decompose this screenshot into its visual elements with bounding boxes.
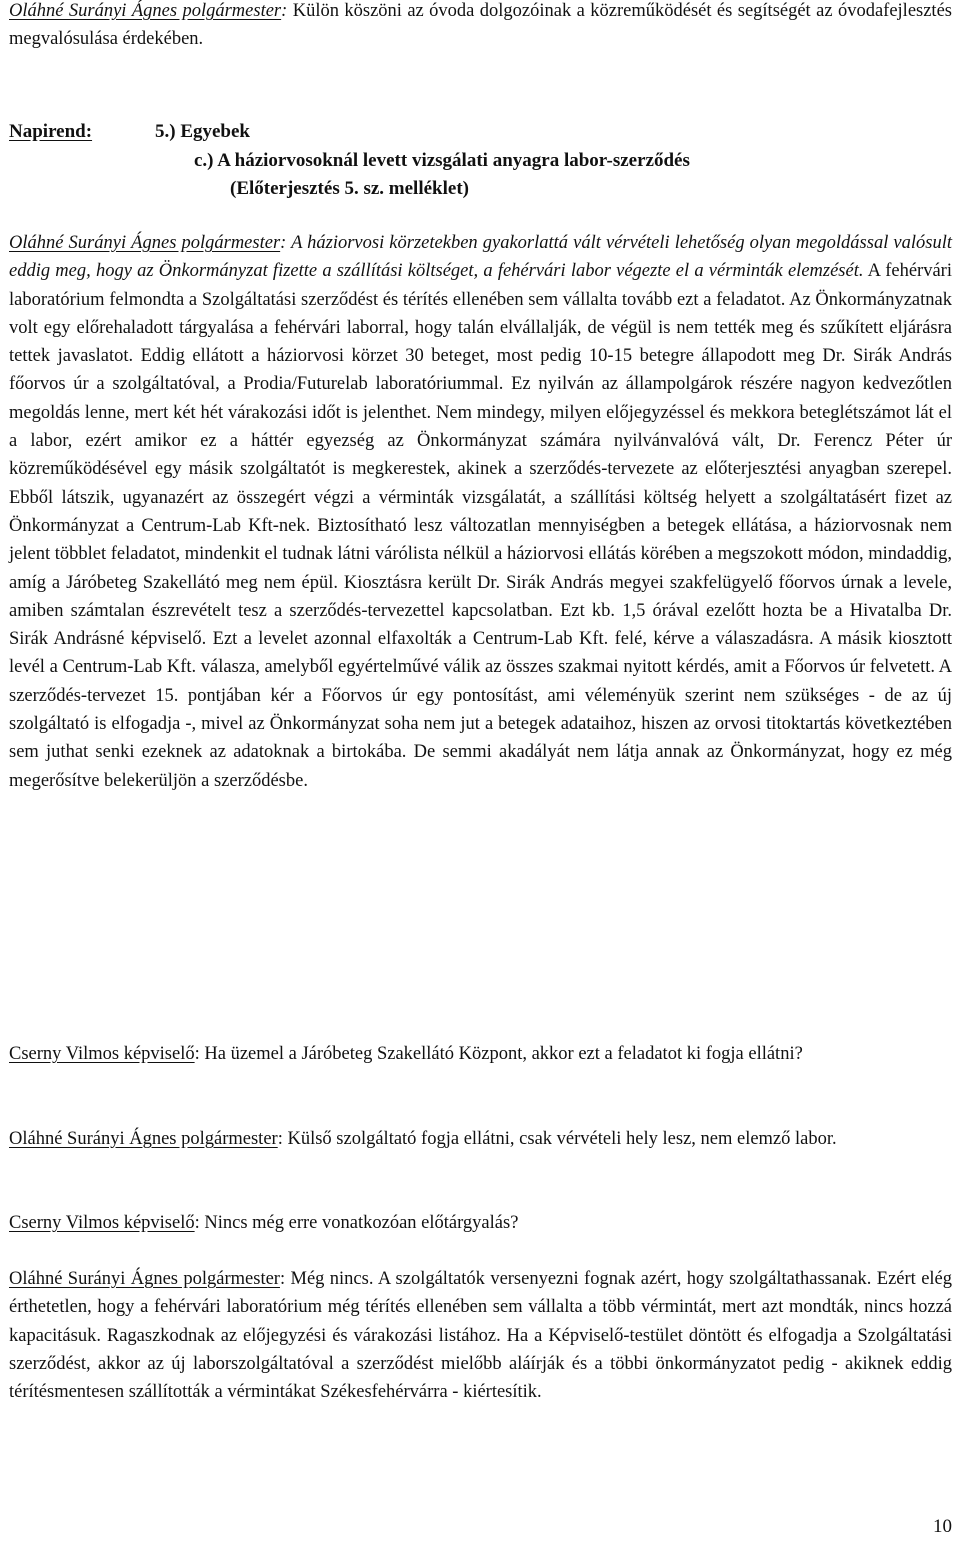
speaker-name: Oláhné Surányi Ágnes polgármester [9, 1129, 278, 1149]
paragraph-text: Ha üzemel a Járóbeteg Szakellátó Központ, akkor ezt a feladatot ki fogja ellátni? [204, 1044, 803, 1064]
paragraph-text: Nincs még erre vonatkozóan előtárgyalás? [204, 1213, 519, 1233]
paragraph-text: Külön köszöni az óvoda dolgozóinak a közreműködését és segítségét az óvodafejlesztés megvalósulása érdekében. [9, 1, 952, 50]
agenda-subitem-note: (Előterjesztés 5. sz. melléklet) [230, 178, 469, 199]
paragraph-text: Még nincs. A szolgáltatók versenyezni fognak azért, hogy szolgáltathassanak. Ezért elég érthetetlen, hogy a fehérvári laboratórium még térítés ellenében sem vállalta a több vérmintát, mert azt mondták, nincs hozzá kapacitásuk. Ragaszkodnak az előjegyzési és várakozási listához. Ha a Képviselő-testület döntött és elfogadja a Szolgáltatási szerződést, akkor az új laborszolgáltatóval a szerződést mielőbb aláírják és a többi önkormányzatot pedig - akiknek eddig térítésmentesen szállították a vérmintákat Székesfehérvárra - kiértesítik. [9, 1269, 953, 1403]
speaker-name: Oláhné Surányi Ágnes polgármester [9, 1, 282, 21]
agenda-label: Napirend: [9, 121, 93, 142]
agenda-item: 5.) Egyebek [155, 121, 250, 142]
paragraph-text: A fehérvári laboratórium felmondta a Szolgáltatási szerződést és térítés ellenében sem vállalta tovább ezt a feladatot. Az Önkormányzatnak volt egy előrehaladott tárgyalása a fehérvári laborral, hogy talán elvállalják, de végül is nem tették meg és szűkített eljárásra tettek javaslatot. Eddig ellátott a háziorvosi körzet 30 beteget, most pedig 10-15 betegre állapodott meg Dr. Sirák András főorvos úr a szolgáltatóval, a Prodia/Futurelab laboratóriummal. Ez nyilván az állampolgárok részére nagyon kedvezőtlen megoldás lenne, mert két hét várakozási időt is jelenthet. Nem mindegy, milyen előjegyzéssel és mekkora beteglétszámot lát el a labor, ezért amikor ez a háttér egyezség az Önkormányzat számára nyilvánvalóvá vált, Dr. Ferencz Péter úr közreműködésével egy másik szolgáltatót is megkerestek, akinek a szerződés-tervezete az előterjesztési anyagban szerepel. Ebből látszik, ugyanazért az összegért végzi a vérminták vizsgálatát, a szállítási költség helyett a szolgáltatásért fizet az Önkormányzat a Centrum-Lab Kft-nek. Biztosítható lesz változatlan mennyiségben a betegek ellátása, a háziorvosnak nem jelent többlet feladatot, mindenkit el tudnak látni várólista nélkül a háziorvosi ellátás körében a megszokott módon, mindaddig, amíg a Járóbeteg Szakellátó meg nem épül. Kiosztásra került Dr. Sirák András megyei szakfelügyelő főorvos úrnak a levele, amiben számtalan észrevételt tesz a szerződés-tervezettel kapcsolatban. Ezt kb. 1,5 órával ezelőtt hozta be a Hivatalba Dr. Sirák Andrásné képviselő. Ezt a levelet azonnal elfaxolták a Centrum-Lab Kft. felé, kérve a válaszadásra. A másik kiosztott levél a Centrum-Lab Kft. válasza, amelyből egyértelművé válik az összes szakmai nyitott kérdés, amit a Főorvos úr felvetett. A szerződés-tervezet 15. pontjában kér a Főorvos úr egy pontosítást, ami véleményük szerint nem szükséges - de az új szolgáltató is elfogadja -, mivel az Önkormányzat soha nem jut a betegek adataihoz, hiszen az orvosi titoktartás következtében sem juthat senki ezeknek az adatoknak a birtokába. De semmi akadályát nem látja annak az Önkormányzat, hogy ez még megerősítve belekerüljön a szerződésbe. [9, 261, 952, 791]
speech-paragraph: Cserny Vilmos képviselő: Ha üzemel a Járóbeteg Szakellátó Központ, akkor ezt a feladatot ki fogja ellátni? [9, 1044, 803, 1064]
speech-paragraph: Oláhné Surányi Ágnes polgármester: A háziorvosi körzetekben gyakorlattá vált vérvételi lehetőség olyan megoldással valósult eddig meg, hogy az Önkormányzat fizette a szállítási költséget, a fehérvári labor végezte el a vérminták elemzését. A fehérvári laboratórium felmondta a Szolgáltatási szerződést és térítés ellenében sem vállalta tovább ezt a feladatot. Az Önkormányzatnak volt egy előrehaladott tárgyalása a fehérvári laborral, hogy talán elvállalják, de végül is nem tették meg és szűkített eljárásra tettek javaslatot. Eddig ellátott a háziorvosi körzet 30 beteget, most pedig 10-15 betegre állapodott meg Dr. Sirák András főorvos úr a szolgáltatóval, a Prodia/Futurelab laboratóriummal. Ez nyilván az állampolgárok részére nagyon kedvezőtlen megoldás lenne, mert két hét várakozási időt is jelenthet. Nem mindegy, milyen előjegyzéssel és mekkora beteglétszámot lát el a labor, ezért amikor ez a háttér egyezség az Önkormányzat számára nyilvánvalóvá vált, Dr. Ferencz Péter úr közreműködésével egy másik szolgáltatót is megkerestek, akinek a szerződés-tervezete az előterjesztési anyagban szerepel. Ebből látszik, ugyanazért az összegért végzi a vérminták vizsgálatát, a szállítási költség helyett a szolgáltatásért fizet az Önkormányzat a Centrum-Lab Kft-nek. Biztosítható lesz változatlan mennyiségben a betegek ellátása, a háziorvosnak nem jelent többlet feladatot, mindenkit el tudnak látni várólista nélkül a háziorvosi ellátás körében a megszokott módon, mindaddig, amíg a Járóbeteg Szakellátó meg nem épül. Kiosztásra került Dr. Sirák András megyei szakfelügyelő főorvos úrnak a levele, amiben számtalan észrevételt tesz a szerződés-tervezettel kapcsolatban. Ezt kb. 1,5 órával ezelőtt hozta be a Hivatalba Dr. Sirák Andrásné képviselő. Ezt a levelet azonnal elfaxolták a Centrum-Lab Kft. felé, kérve a válaszadásra. A másik kiosztott levél a Centrum-Lab Kft. válasza, amelyből egyértelművé válik az összes szakmai nyitott kérdés, amit a Főorvos úr felvetett. A szerződés-tervezet 15. pontjában kér a Főorvos úr egy pontosítást, ami véleményük szerint nem szükséges - de az új szolgáltató is elfogadja -, mivel az Önkormányzat soha nem jut a betegek adataihoz, hiszen az orvosi titoktartás következtében sem juthat senki ezeknek az adatoknak a birtokába. De semmi akadályát nem látja annak az Önkormányzat, hogy ez még megerősítve belekerüljön a szerződésbe. [9, 233, 953, 791]
speaker-name: Cserny Vilmos képviselő [9, 1044, 195, 1064]
page-number: 10 [933, 1516, 952, 1537]
speech-paragraph: Oláhné Surányi Ágnes polgármester: Még nincs. A szolgáltatók versenyezni fognak azért, hogy szolgáltathassanak. Ezért elég érthetetlen, hogy a fehérvári laboratórium még térítés ellenében sem vállalta a több vérmintát, mert azt mondták, nincs hozzá kapacitásuk. Ragaszkodnak az előjegyzési és várakozási listához. Ha a Képviselő-testület döntött és elfogadja a Szolgáltatási szerződést, akkor az új laborszolgáltatóval a szerződést mielőbb aláírják és a többi önkormányzatot pedig - akiknek eddig térítésmentesen szállították a vérmintákat Székesfehérvárra - kiértesítik. [9, 1269, 953, 1403]
speaker-name: Cserny Vilmos képviselő [9, 1213, 195, 1233]
intro-paragraph: Oláhné Surányi Ágnes polgármester: Külön köszöni az óvoda dolgozóinak a közreműködését és segítségét az óvodafejlesztés megvalósulása érdekében. [9, 1, 952, 50]
speaker-name: Oláhné Surányi Ágnes polgármester [9, 1269, 280, 1289]
agenda-subitem: c.) A háziorvosoknál levett vizsgálati anyagra labor-szerződés [194, 149, 690, 171]
speech-paragraph: Cserny Vilmos képviselő: Nincs még erre vonatkozóan előtárgyalás? [9, 1213, 519, 1233]
paragraph-text: Külső szolgáltató fogja ellátni, csak vérvételi hely lesz, nem elemző labor. [287, 1129, 837, 1149]
speech-paragraph: Oláhné Surányi Ágnes polgármester: Külső szolgáltató fogja ellátni, csak vérvételi hely lesz, nem elemző labor. [9, 1129, 837, 1149]
speaker-name: Oláhné Surányi Ágnes polgármester [9, 233, 281, 253]
paragraph-italic-text: A háziorvosi körzetekben gyakorlattá vált vérvételi lehetőség olyan megoldással valósult eddig meg, hogy az Önkormányzat fizette a szállítási költséget, a fehérvári labor végezte el a vérminták elemzését. [9, 233, 953, 282]
